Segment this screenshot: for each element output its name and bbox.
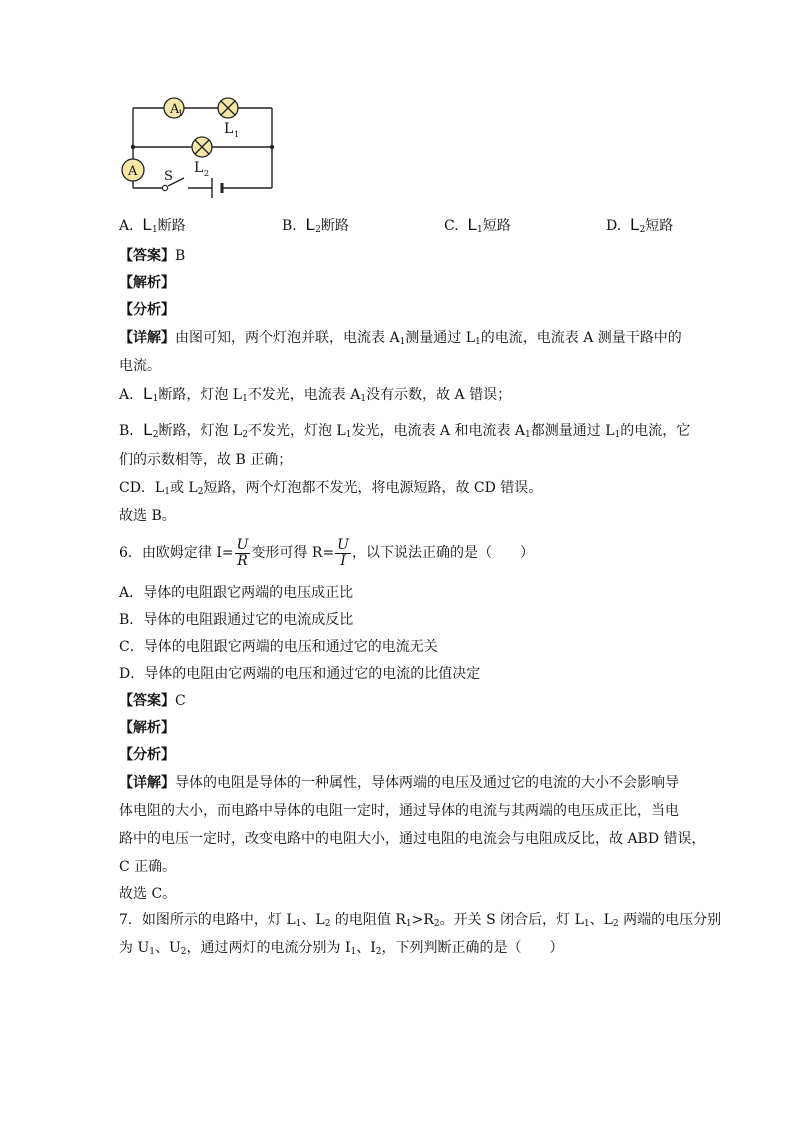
q6-conclusion: 故选 C。 [119,886,177,902]
q5-option-d: D. $L_2$短路 [606,215,674,235]
q6-detail-line-4: C 正确。 [119,859,177,875]
junction-dot [270,145,274,149]
q5-detail-a: A．$L_1$断路，灯泡 $L_1$不发光，电流表 $A_1$没有示数，故 A 错误； [119,384,512,404]
q6-option-d: D．导体的电阻由它两端的电压和通过它的电流的比值决定 [119,666,481,682]
q5-detail-cd: CD．$L_1$或 $L_2$短路，两个灯泡都不发光，将电源短路，故 CD 错误。 [119,480,543,497]
lamp-l2 [192,137,212,157]
q6-detail-line-1: 【详解】导体的电阻是导体的一种属性，导体两端的电压及通过它的电流的大小不会影响导 [119,775,679,791]
q5-detail-b: B．$L_2$断路，灯泡 $L_2$不发光，灯泡 $L_1$发光，电流表 A 和电流表 $A_1$都测量通过 $L_1$的电流，它 [119,420,691,440]
label-switch: S [164,169,173,184]
svg-text:A: A [170,102,180,117]
q6-option-b: B．导体的电阻跟通过它的电流成反比 [119,612,354,628]
q5-analysis-heading: 【解析】 [119,275,175,291]
q6-analysis-heading: 【解析】 [119,720,175,736]
ammeter-a1 [164,98,184,118]
q6-stem: 6．由欧姆定律 I= $\frac{U}{R}$ 变形可得 R= $\frac{U}{I}$ ，以下说法正确的是（ ） [119,536,534,569]
label-l2: L [194,160,204,176]
ammeter-a [122,159,144,181]
q6-option-c: C．导体的电阻跟它两端的电压和通过它的电流无关 [119,639,438,655]
q5-option-b: B. $L_2$断路 [282,215,349,235]
q5-detail-line-2: 电流。 [119,358,161,374]
svg-text:1: 1 [178,109,184,118]
q6-detail-line-2: 体电阻的大小，而电路中导体的电阻一定时，通过导体的电流与其两端的电压成正比，当电 [119,803,679,819]
q7-stem-line-1: 7．如图所示的电路中，灯 $L_1$、$L_2$ 的电阻值 $R_1>R_2$。开关 S 闭合后，灯 $L_1$、$L_2$ 两端的电压分别 [119,912,722,929]
q5-conclusion: 故选 B。 [119,508,176,524]
q6-detail-line-3: 路中的电压一定时，改变电路中的电阻大小，通过电阻的电流会与电阻成反比，故 ABD 错误， [119,831,706,847]
q5-option-c: C. $L_1$短路 [444,215,511,235]
label-l1-sub: 1 [234,130,240,139]
q5-answer: 【答案】B [119,248,186,264]
label-l2-sub: 2 [204,169,210,178]
q6-option-a: A．导体的电阻跟它两端的电压成正比 [119,585,354,601]
switch-contact [162,185,167,190]
q5-detail-line-1: 【详解】由图可知，两个灯泡并联，电流表 $A_1$测量通过 $L_1$的电流，电流表 A 测量干路中的 [119,330,682,347]
fraction-u-over-i: $\frac{U}{I}$ [337,536,349,569]
q5-option-a: A. $L_1$断路 [119,215,186,235]
q7-stem-line-2: 为 $U_1$、$U_2$，通过两灯的电流分别为 $I_1$、$I_2$，下列判断正确的是（ ） [119,940,564,957]
lamp-l1 [218,98,238,118]
junction-dot [131,145,135,149]
q5-detail-b-line2: 们的示数相等，故 B 正确； [119,452,293,468]
q6-answer: 【答案】C [119,693,186,709]
svg-text:A: A [128,164,138,179]
fraction-u-over-r: $\frac{U}{R}$ [236,536,249,569]
q6-fenxi-heading: 【分析】 [119,747,175,763]
q5-fenxi-heading: 【分析】 [119,302,175,318]
label-l1: L [224,121,234,137]
circuit-diagram [0,0,794,200]
